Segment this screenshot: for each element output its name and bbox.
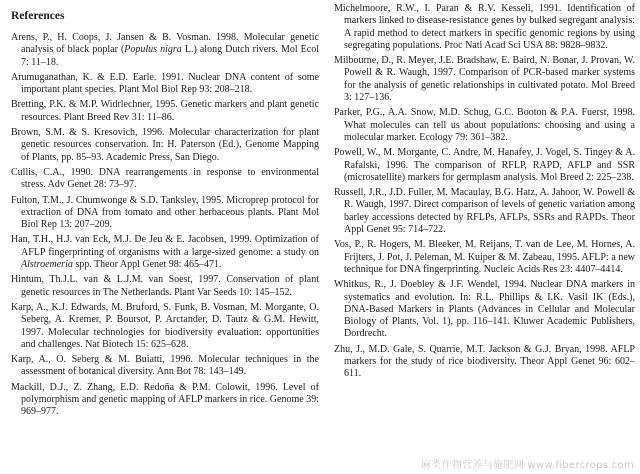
- reference-entry: [334, 279, 635, 340]
- reference-entry: [11, 167, 319, 192]
- reference-entry: [334, 107, 635, 144]
- reference-text: Karp, A., O. Seberg & M. Buiatti, 1996. Molecular techniques in the assessment of botanical diversity. Ann Bot 78: 143–149.: [11, 354, 319, 378]
- right-reference-list: [334, 3, 635, 381]
- reference-text: Zhu, J., M.D. Gale, S. Quarrie, M.T. Jackson & G.J. Bryan, 1998. AFLP markers for the study of rice biodiversity. Theor Appl Genet 96: 602–611.: [334, 343, 635, 380]
- reference-text: L.) along Dutch rivers. Mol Ecol 7: 11–18.: [21, 44, 319, 68]
- left-reference-list: [11, 32, 319, 419]
- reference-text: Karp, A., K.J. Edwards, M. Bruford, S. Funk, B. Vosman, M. Morgante, O. Seberg, A. Kremer, P. Boursot, P. Arctander, D. Tautz & G.M. Hewitt, 1997. Molecular technologies for biodiversity evaluation: opportunities and challenges. Nat Biotech 15: 625–628.: [11, 301, 319, 350]
- reference-entry: [334, 344, 635, 381]
- reference-entry: [334, 55, 635, 104]
- reference-text: Russell, J.R., J.D. Fuller, M. Macaulay, B.G. Hatz, A. Jahoor, W. Powell & R. Waugh, 1997. Direct comparison of levels of genetic variation among barley accessions detected by RFLPs, AFLPs, SSRs and RAPDs. Theor Appl Genet 95: 714–722.: [334, 187, 635, 236]
- reference-entry: [11, 234, 319, 271]
- reference-text: Milbourne, D., R. Meyer, J.E. Bradshaw, E. Baird, N. Bonar, J. Provan, W. Powell & R. Waugh, 1997. Comparison of PCR-based marker systems for the analysis of genetic relationships in cultivated potato. Mol Breed 3: 127–136.: [334, 55, 635, 104]
- reference-entry: [11, 274, 319, 299]
- reference-entry: [11, 354, 319, 379]
- reference-text: Vos, P., R. Hogers, M. Bleeker, M. Reijans, T. van de Lee, M. Hornes, A. Frijters, J. Pot, J. Peleman, M. Kuiper & M. Zabeau, 1995. AFLP: a new technique for DNA fingerprinting. Nucleic Acids Res 23: 4407–4414.: [334, 239, 635, 275]
- site-watermark: 麻类作物营养与施肥网 www.fibercrops.com: [421, 460, 634, 471]
- reference-text: Hintum, Th.J.L. van & L.J.M. van Soest, 1997. Conservation of plant genetic resources in The Netherlands. Plant Var Seeds 10: 145–152.: [11, 274, 319, 298]
- reference-entry: [334, 3, 635, 52]
- reference-entry: [11, 195, 319, 232]
- reference-text: Michelmoore, R.W., I. Paran & R.V. Kesseli, 1991. Identification of markers linked to disease-resistance genes by bulked segregant analysis: A rapid method to detect markers in specific genomic regions by using segregating populations. Proc Natl Acad Sci USA 88: 9828–9832.: [334, 3, 635, 51]
- reference-entry: [11, 127, 319, 164]
- reference-entry: [11, 99, 319, 124]
- reference-text: Mackill, D.J., Z. Zhang, E.D. Redoña & P.M. Colowit, 1996. Level of polymorphism and genetic mapping of AFLP markers in rice. Genome 39: 969–977.: [11, 381, 319, 418]
- reference-text: Parker, P.G., A.A. Snow, M.D. Schug, G.C. Booton & P.A. Fuerst, 1998. What molecules can tell us about populations: choosing and using a molecular marker. Ecology 79: 361–382.: [334, 107, 635, 143]
- reference-text: Brown, S.M. & S. Kresovich, 1996. Molecular characterization for plant genetic resources conservation. In: H. Paterson (Ed.), Genome Mapping of Plants, pp. 85–93. Academic Press, San Diego.: [11, 127, 319, 163]
- left-column: [11, 10, 319, 422]
- reference-text: Cullis, C.A., 1990. DNA rearrangements in response to environmental stress. Adv Genet 28: 73–97.: [11, 166, 319, 191]
- reference-text: Fulton, T.M., J. Chumwonge & S.D. Tanksley, 1995. Microprep protocol for extraction of DNA from tomato and other herbaceous plants. Plant Mol Biol Rep 13: 207–209.: [11, 194, 319, 231]
- reference-text: Arens, P., H. Coops, J. Jansen & B. Vosman. 1998. Molecular genetic analysis of black poplar (: [11, 32, 319, 56]
- reference-entry: [11, 72, 319, 97]
- right-column: [334, 3, 635, 384]
- reference-text: Whitkus, R., J. Doebley & J.F. Wendel, 1994. Nuclear DNA markers in systematics and evolution. In: R.L. Phillips & I.K. Vasil IK (Eds.), DNA-Based Markers in Plants (Advances in Cellular and Molecular Biology of Plants, Vol. 1), pp. 116–141. Kluwer Academic Publishers, Dordrecht.: [334, 279, 635, 340]
- reference-italic-taxon: Populus nigra: [124, 44, 182, 56]
- reference-text: Powell, W., M. Morgante, C. Andre, M. Hanafey, J. Vogel, S. Tingey & A. Rafalski, 1996. The comparison of RFLP, RAPD, AFLP and SSR (microsatellite) markers for germplasm analysis. Mol Breed 2: 225–238.: [334, 147, 635, 183]
- reference-text: Arumuganathan, K. & E.D. Earle. 1991. Nuclear DNA content of some important plant species. Plant Mol Biol Rep 93: 208–218.: [11, 71, 319, 96]
- reference-entry: [334, 187, 635, 236]
- reference-entry: [11, 302, 319, 351]
- reference-entry: [11, 382, 319, 419]
- reference-entry: [334, 239, 635, 276]
- reference-text: Bretting, P.K. & M.P. Widrlechner, 1995. Genetic markers and plant genetic resources. Plant Breed Rev 31: 11–86.: [11, 99, 319, 123]
- reference-italic-taxon: Alstroemeria: [21, 259, 73, 271]
- reference-entry: [11, 32, 319, 69]
- reference-entry: [334, 147, 635, 184]
- reference-text: spp. Theor Appl Genet 98: 465–471.: [72, 259, 222, 271]
- reference-text: Han, T.H., H.J. van Eck, M.J. De Jeu & E. Jacobsen, 1999. Optimization of AFLP fingerprinting of organisms with a large-sized genome: a study on: [11, 234, 319, 258]
- references-heading: References: [11, 10, 65, 22]
